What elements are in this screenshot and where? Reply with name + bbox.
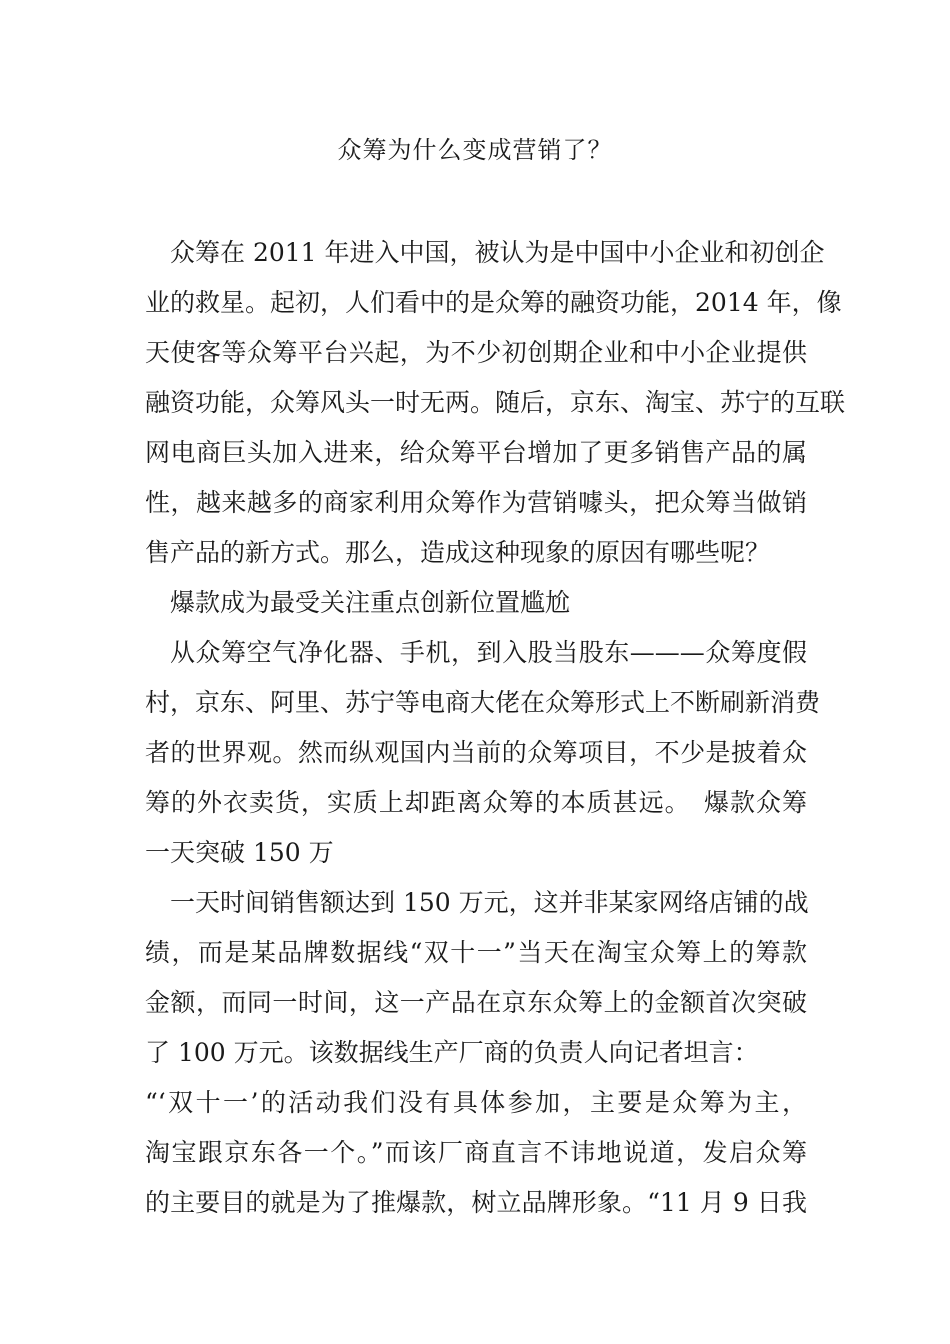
text-line: 天使客等众筹平台兴起，为不少初创期企业和中小企业提供 bbox=[145, 338, 807, 367]
text-line: 者的世界观。然而纵观国内当前的众筹项目，不少是披着众 bbox=[145, 738, 807, 767]
text-line: 从众筹空气净化器、手机，到入股当股东———众筹度假 bbox=[170, 638, 807, 667]
text-line: 村，京东、阿里、苏宁等电商大佬在众筹形式上不断刷新消费 bbox=[145, 688, 821, 717]
text-line: 一天突破 150 万 bbox=[145, 838, 334, 867]
text-line: 金额，而同一时间，这一产品在京东众筹上的金额首次突破 bbox=[145, 988, 807, 1017]
text-line: 性，越来越多的商家利用众筹作为营销噱头，把众筹当做销 bbox=[145, 488, 807, 517]
text-line: 网电商巨头加入进来，给众筹平台增加了更多销售产品的属 bbox=[145, 438, 807, 467]
text-line: 了 100 万元。该数据线生产厂商的负责人向记者坦言： bbox=[145, 1038, 759, 1067]
text-line: 众筹在 2011 年进入中国，被认为是中国中小企业和初创企 bbox=[170, 238, 825, 267]
text-line: 业的救星。起初，人们看中的是众筹的融资功能，2014 年，像 bbox=[145, 288, 842, 317]
text-line: 绩，而是某品牌数据线“双十一”当天在淘宝众筹上的筹款 bbox=[145, 938, 807, 967]
text-line: 爆款成为最受关注重点创新位置尴尬 bbox=[170, 588, 571, 617]
document-title: 众筹为什么变成营销了？ bbox=[337, 136, 613, 164]
text-line: 的主要目的就是为了推爆款，树立品牌形象。“11 月 9 日我 bbox=[145, 1188, 807, 1217]
text-line: 淘宝跟京东各一个。”而该厂商直言不讳地说道，发启众筹 bbox=[145, 1138, 807, 1167]
text-line: 一天时间销售额达到 150 万元，这并非某家网络店铺的战 bbox=[170, 888, 809, 917]
text-line: “‘双十一’的活动我们没有具体参加，主要是众筹为主， bbox=[145, 1088, 807, 1117]
text-line: 融资功能，众筹风头一时无两。随后，京东、淘宝、苏宁的互联 bbox=[145, 388, 846, 417]
text-line: 筹的外衣卖货，实质上却距离众筹的本质甚远。 爆款众筹 bbox=[145, 788, 807, 817]
text-line: 售产品的新方式。那么，造成这种现象的原因有哪些呢？ bbox=[145, 538, 771, 567]
document-body bbox=[145, 228, 846, 1228]
